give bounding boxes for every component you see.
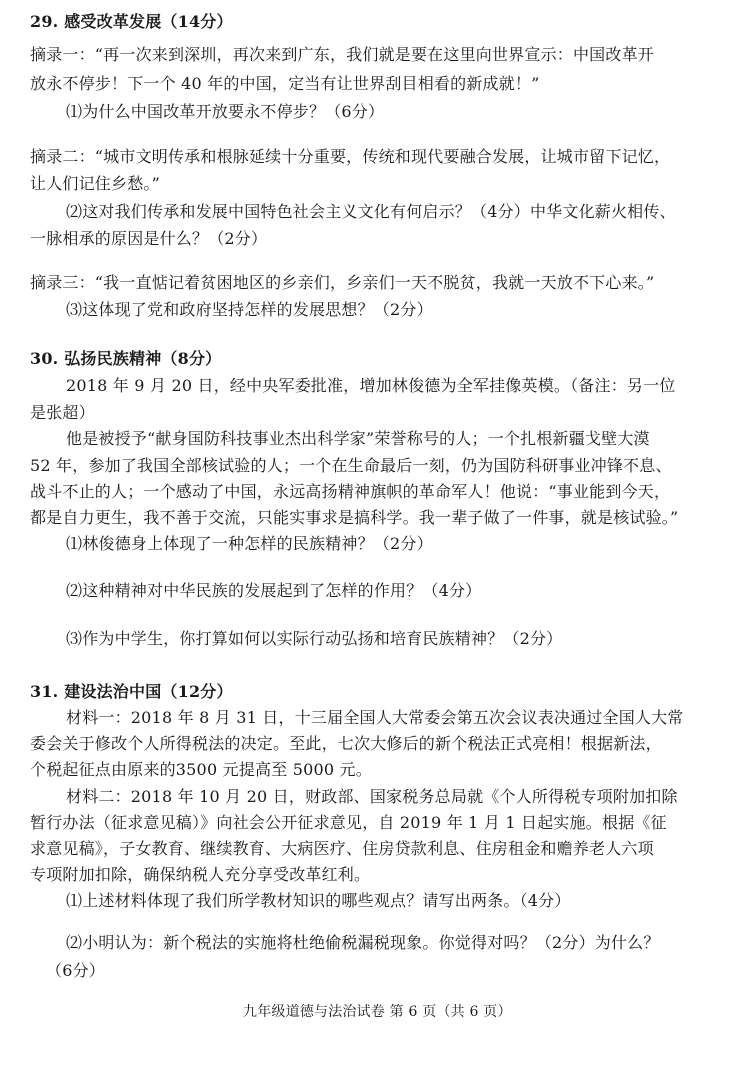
q31-title: 31. 建设法治中国（12分） <box>30 682 233 701</box>
q31-material1-line2: 委会关于修改个人所得税法的决定。至此，七次大修后的新个税法正式亮相！根据新法， <box>30 734 662 753</box>
q30-question3: ⑶作为中学生，你打算如何以实际行动弘扬和培育民族精神？（2分） <box>66 629 563 648</box>
q31-question2-line1: ⑵小明认为：新个税法的实施将杜绝偷税漏税现象。你觉得对吗？（2分）为什么？ <box>66 933 660 952</box>
q30-question1: ⑴林俊德身上体现了一种怎样的民族精神？（2分） <box>66 534 433 553</box>
q29-title: 29. 感受改革发展（14分） <box>30 12 233 31</box>
q31-material1-line3: 个税起征点由原来的3500 元提高至 5000 元。 <box>30 760 372 779</box>
page-footer: 九年级道德与法治试卷 第 6 页（共 6 页） <box>243 1004 512 1020</box>
q29-excerpt3: 摘录三：“我一直惦记着贫困地区的乡亲们，乡亲们一天不脱贫，我就一天放不下心来。” <box>30 273 655 292</box>
q30-para2-line1: 他是被授予“献身国防科技事业杰出科学家”荣誉称号的人；一个扎根新疆戈壁大漠 <box>66 429 650 448</box>
q30-question2: ⑵这种精神对中华民族的发展起到了怎样的作用？（4分） <box>66 581 482 600</box>
q30-para2-line4: 都是自力更生，我不善于交流，只能实事求是搞科学。我一辈子做了一件事，就是核试验。” <box>30 508 679 527</box>
q30-para2-line2: 52 年，参加了我国全部核试验的人；一个在生命最后一刻，仍为国防科研事业冲锋不息、 <box>30 456 672 475</box>
q29-question2-line1: ⑵这对我们传承和发展中国特色社会主义文化有何启示？（4分）中华文化薪火相传、 <box>66 202 676 221</box>
q31-material2-line4: 专项附加扣除，确保纳税人充分享受改革红利。 <box>30 865 371 884</box>
q30-title: 30. 弘扬民族精神（8分） <box>30 349 222 368</box>
q29-excerpt2-line2: 让人们记住乡愁。” <box>30 174 160 193</box>
q31-material2-line3: 求意见稿》，子女教育、继续教育、大病医疗、住房贷款利息、住房租金和赡养老人六项 <box>30 839 654 858</box>
q29-question2-line2: 一脉相承的原因是什么？（2分） <box>30 229 268 248</box>
q31-material1-line1: 材料一：2018 年 8 月 31 日，十三届全国人大常委会第五次会议表决通过全国人大常 <box>66 708 684 727</box>
q29-excerpt2-line1: 摘录二：“城市文明传承和根脉延续十分重要，传统和现代要融合发展，让城市留下记忆， <box>30 147 671 166</box>
q30-para1-line1: 2018 年 9 月 20 日，经中央军委批准，增加林俊德为全军挂像英模。（备注：另一位 <box>66 376 676 395</box>
q30-para1-line2: 是张超） <box>30 403 95 422</box>
q29-question1: ⑴为什么中国改革开放要永不停步？（6分） <box>66 102 385 121</box>
q29-excerpt1-line2: 放永不停步！下一个 40 年的中国，定当有让世界刮目相看的新成就！” <box>30 74 540 93</box>
q30-para2-line3: 战斗不止的人；一个感动了中国，永远高扬精神旗帜的革命军人！他说：“事业能到今天， <box>30 482 671 501</box>
q31-question1: ⑴上述材料体现了我们所学教材知识的哪些观点？请写出两条。（4分） <box>66 891 571 910</box>
q29-excerpt1-line1: 摘录一：“再一次来到深圳，再次来到广东，我们就是要在这里向世界宣示：中国改革开 <box>30 45 654 64</box>
q29-question3: ⑶这体现了党和政府坚持怎样的发展思想？（2分） <box>66 300 433 319</box>
q31-question2-line2: （6分） <box>46 961 105 980</box>
q31-material2-line2: 暂行办法（征求意见稿）》向社会公开征求意见，自 2019 年 1 月 1 日起实施。根据《征 <box>30 813 667 832</box>
q31-material2-line1: 材料二：2018 年 10 月 20 日，财政部、国家税务总局就《个人所得税专项附加扣除 <box>66 787 678 806</box>
